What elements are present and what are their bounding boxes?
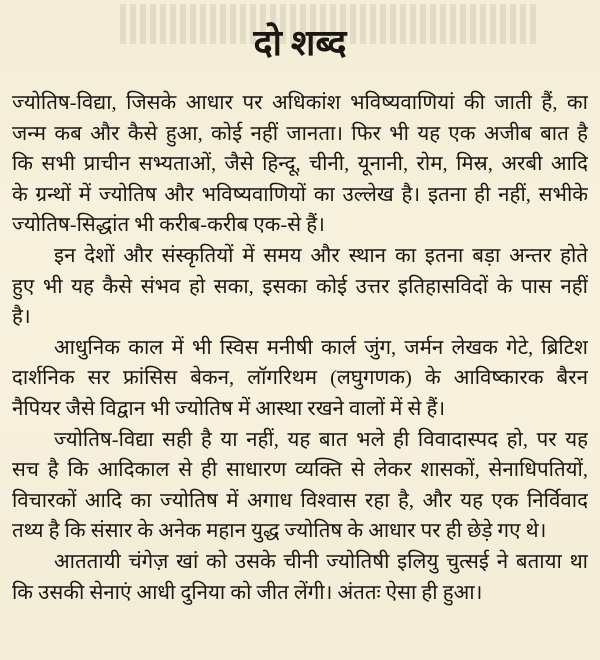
paragraph [12,88,588,241]
text-line: आततायी चंगेज़ खां को उसके चीनी ज्योतिषी इलियु चुत्सई ने बताया था [54,550,588,573]
text-line: जन्म कब और कैसे हुआ, कोई नहीं जानता। फिर भी यह एक अजीब बात है [12,122,588,145]
text-line: आधुनिक काल में भी स्विस मनीषी कार्ल जुंग, जर्मन लेखक गेटे, ब्रिटिश [54,336,588,359]
text-line: दार्शनिक सर फ्रांसिस बेकन, लॉगरिथम (लघुगणक) के आविष्कारक बैरन [12,367,588,390]
text-line: तथ्य है कि संसार के अनेक महान युद्ध ज्योतिष के आधार पर ही छेड़े गए थे। [12,520,547,543]
paragraph [12,425,588,547]
text-line: हुए भी यह कैसे संभव हो सका, इसका कोई उत्तर इतिहासविदों के पास नहीं [12,275,588,298]
text-line: ज्योतिष-विद्या सही है या नहीं, यह बात भले ही विवादास्पद हो, पर यह [54,428,588,451]
text-line: ज्योतिष-विद्या, जिसके आधार पर अधिकांश भविष्यवाणियां की जाती हैं, का [12,92,588,114]
text-line: कि सभी प्राचीन सभ्यताओं, जैसे हिन्दू, चीनी, यूनानी, रोम, मिस्र, अरबी आदि [12,153,588,176]
text-line: के ग्रन्थों में ज्योतिष और भविष्यवाणियों का उल्लेख है। इतना ही नहीं, सभीके [12,183,588,206]
page-body [12,88,588,608]
paragraph [12,241,588,333]
text-line: ज्योतिष-सिद्धांत भी करीब-करीब एक-से हैं। [12,214,325,237]
text-line: इन देशों और संस्कृतियों में समय और स्थान का इतना बड़ा अन्तर होते [54,244,588,267]
page-title: दो शब्द [253,23,347,63]
text-line: विचारकों आदि का ज्योतिष में अगाध विश्वास रहा है, और यह एक निर्विवाद [12,489,588,512]
text-line: नैपियर जैसे विद्वान भी ज्योतिष में आस्था रखने वालों में से हैं। [12,397,446,420]
text-line: कि उसकी सेनाएं आधी दुनिया को जीत लेंगी। अंततः ऐसा ही हुआ। [12,581,483,604]
paragraph [12,333,588,425]
paragraph [12,547,588,608]
text-line: है। [12,306,31,329]
text-line: सच है कि आदिकाल से ही साधारण व्यक्ति से लेकर शासकों, सेनाधिपतियों, [12,459,588,482]
